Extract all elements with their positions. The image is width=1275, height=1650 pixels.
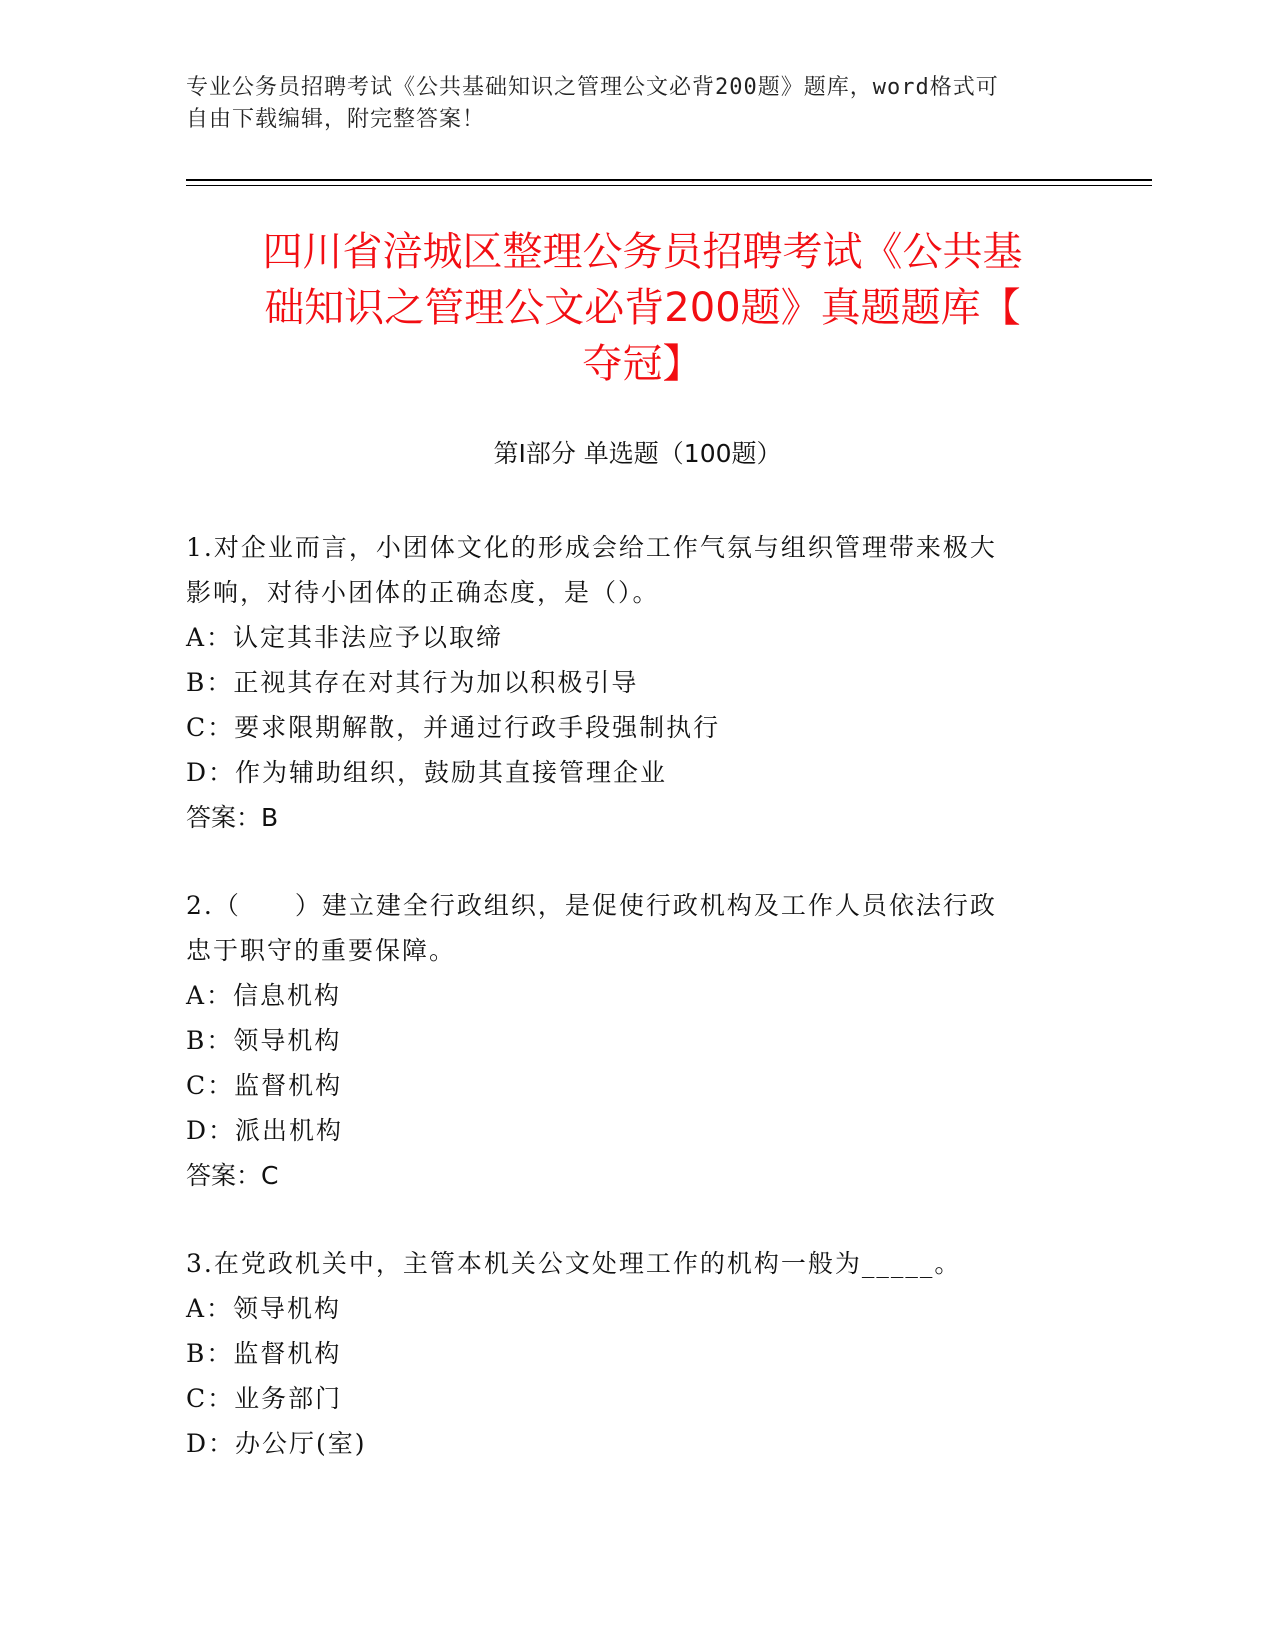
question-1 [186,525,1086,840]
document-title [170,224,1115,392]
question-2-answer: 答案：C [186,1161,279,1190]
question-3-option-d: D：办公厅(室) [186,1429,367,1458]
question-3-stem-line-1: 3.在党政机关中，主管本机关公文处理工作的机构一般为_____。 [186,1249,962,1278]
question-list [186,525,1086,1466]
question-3-option-a: A：领导机构 [186,1294,342,1323]
question-1-answer: 答案：B [186,803,279,832]
header-divider-thin [186,185,1152,186]
question-2-option-c: C：监督机构 [186,1071,343,1100]
question-1-option-c: C：要求限期解散，并通过行政手段强制执行 [186,713,721,742]
question-2-option-b: B：领导机构 [186,1026,342,1055]
question-2-option-a: A：信息机构 [186,981,342,1010]
header-note [186,72,1066,136]
question-1-option-d: D：作为辅助组织，鼓励其直接管理企业 [186,758,668,787]
question-1-stem-line-1: 1.对企业而言，小团体文化的形成会给工作气氛与组织管理带来极大 [186,533,997,562]
question-1-option-b: B：正视其存在对其行为加以积极引导 [186,668,639,697]
question-3-option-b: B：监督机构 [186,1339,342,1368]
document-title-line-3: 夺冠】 [582,341,703,387]
document-title-line-2: 础知识之管理公文必背200题》真题题库【 [264,285,1021,331]
question-1-stem-line-2: 影响，对待小团体的正确态度，是（）。 [186,578,660,607]
question-2-stem-line-2: 忠于职守的重要保障。 [186,936,457,965]
question-1-option-a: A：认定其非法应予以取缔 [186,623,504,652]
question-2-option-d: D：派出机构 [186,1116,344,1145]
header-note-line-1: 专业公务员招聘考试《公共基础知识之管理公文必背200题》题库，word格式可 [186,75,999,100]
question-2-stem-line-1: 2.（ ）建立建全行政组织，是促使行政机构及工作人员依法行政 [186,891,997,920]
question-3-option-c: C：业务部门 [186,1384,343,1413]
question-2 [186,883,1086,1198]
header-divider-thick [186,179,1152,181]
header-note-line-2: 自由下载编辑，附完整答案！ [186,107,486,132]
section-heading: 第I部分 单选题（100题） [493,439,782,468]
question-3 [186,1241,1086,1466]
document-title-line-1: 四川省涪城区整理公务员招聘考试《公共基 [262,229,1023,275]
